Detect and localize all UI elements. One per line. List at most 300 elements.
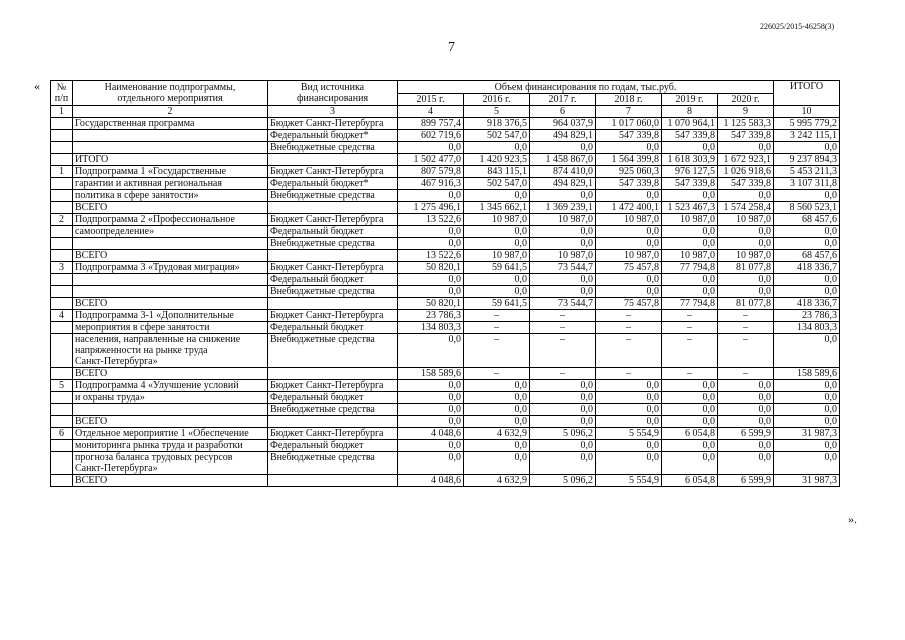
row-total-value: 3 242 115,1 — [774, 130, 840, 142]
year-value: 6 599,9 — [718, 475, 774, 487]
year-value: 0,0 — [718, 190, 774, 202]
year-value: 0,0 — [398, 404, 464, 416]
year-value: 1 618 303,9 — [662, 154, 718, 166]
table-row — [51, 214, 840, 226]
row-name — [73, 274, 268, 286]
year-value: 0,0 — [662, 416, 718, 428]
table-row — [51, 274, 840, 286]
row-total-value: 0,0 — [774, 440, 840, 452]
row-number — [51, 154, 73, 166]
row-total-value: 0,0 — [774, 334, 840, 368]
table-row — [51, 178, 840, 190]
row-name: ВСЕГО — [73, 298, 268, 310]
year-value: 0,0 — [596, 392, 662, 404]
table-row — [51, 428, 840, 440]
year-header: 2020 г. — [718, 94, 774, 106]
year-value: 547 339,8 — [596, 130, 662, 142]
year-value: 4 632,9 — [464, 428, 530, 440]
year-value: 0,0 — [464, 142, 530, 154]
year-value: 6 054,8 — [662, 428, 718, 440]
year-value: 0,0 — [530, 286, 596, 298]
year-header: 2016 г. — [464, 94, 530, 106]
row-total-value: 9 237 894,3 — [774, 154, 840, 166]
header-total: ИТОГО — [774, 81, 840, 106]
year-value: 0,0 — [530, 440, 596, 452]
year-value: 547 339,8 — [662, 178, 718, 190]
year-value: 10 987,0 — [596, 214, 662, 226]
row-total-value: 68 457,6 — [774, 214, 840, 226]
year-value: 0,0 — [464, 380, 530, 392]
year-value: 502 547,0 — [464, 178, 530, 190]
row-name — [73, 404, 268, 416]
year-value: 0,0 — [596, 142, 662, 154]
row-name: Подпрограмма 3 «Трудовая миграция» — [73, 262, 268, 274]
funding-source — [268, 250, 398, 262]
year-value: 1 458 867,0 — [530, 154, 596, 166]
year-value: 1 125 583,3 — [718, 118, 774, 130]
year-value: 0,0 — [662, 142, 718, 154]
year-value: 0,0 — [718, 452, 774, 475]
year-value: – — [530, 310, 596, 322]
column-number: 10 — [774, 106, 840, 118]
table-row — [51, 262, 840, 274]
year-value: 0,0 — [398, 452, 464, 475]
row-name: мероприятия в сфере занятости — [73, 322, 268, 334]
table-row — [51, 226, 840, 238]
year-value: 0,0 — [662, 286, 718, 298]
year-value: 10 987,0 — [662, 214, 718, 226]
year-value: – — [464, 310, 530, 322]
row-number — [51, 392, 73, 404]
table-row — [51, 440, 840, 452]
row-name: Подпрограмма 2 «Профессиональное — [73, 214, 268, 226]
year-value: 0,0 — [398, 142, 464, 154]
year-value: 0,0 — [662, 274, 718, 286]
row-total-value: 0,0 — [774, 286, 840, 298]
year-value: 0,0 — [464, 286, 530, 298]
year-value: 0,0 — [718, 286, 774, 298]
table-row — [51, 166, 840, 178]
row-number — [51, 178, 73, 190]
table-row — [51, 142, 840, 154]
year-value: 1 472 400,1 — [596, 202, 662, 214]
year-value: 0,0 — [718, 416, 774, 428]
column-number: 2 — [73, 106, 268, 118]
year-value: – — [662, 368, 718, 380]
table-row — [51, 202, 840, 214]
year-value: 918 376,5 — [464, 118, 530, 130]
year-value: 0,0 — [596, 452, 662, 475]
year-value: 547 339,8 — [596, 178, 662, 190]
year-value: 0,0 — [530, 226, 596, 238]
funding-source: Внебюджетные средства — [268, 404, 398, 416]
table-row — [51, 380, 840, 392]
funding-source: Федеральный бюджет* — [268, 130, 398, 142]
year-value: 0,0 — [464, 452, 530, 475]
column-number: 8 — [662, 106, 718, 118]
year-value: 0,0 — [530, 238, 596, 250]
year-value: 0,0 — [464, 404, 530, 416]
year-value: 4 632,9 — [464, 475, 530, 487]
row-total-value: 0,0 — [774, 238, 840, 250]
year-value: 0,0 — [530, 392, 596, 404]
year-value: – — [530, 368, 596, 380]
year-value: 0,0 — [596, 404, 662, 416]
funding-source: Внебюджетные средства — [268, 286, 398, 298]
year-value: 59 641,5 — [464, 298, 530, 310]
year-value: 0,0 — [530, 404, 596, 416]
funding-source: Бюджет Санкт-Петербурга — [268, 214, 398, 226]
year-header: 2019 г. — [662, 94, 718, 106]
year-value: 0,0 — [530, 416, 596, 428]
row-name: Государственная программа — [73, 118, 268, 130]
year-value: 0,0 — [398, 440, 464, 452]
funding-source: Бюджет Санкт-Петербурга — [268, 118, 398, 130]
year-value: 23 786,3 — [398, 310, 464, 322]
table-row — [51, 368, 840, 380]
year-value: – — [596, 310, 662, 322]
year-value: 494 829,1 — [530, 130, 596, 142]
year-value: 10 987,0 — [718, 250, 774, 262]
year-value: – — [718, 334, 774, 368]
year-value: 5 554,9 — [596, 475, 662, 487]
year-value: 0,0 — [464, 392, 530, 404]
year-value: 0,0 — [718, 404, 774, 416]
year-value: 0,0 — [596, 286, 662, 298]
row-number — [51, 440, 73, 452]
row-number: 3 — [51, 262, 73, 274]
year-value: – — [464, 368, 530, 380]
column-number: 5 — [464, 106, 530, 118]
row-number: 5 — [51, 380, 73, 392]
row-name: Подпрограмма 1 «Государственные — [73, 166, 268, 178]
year-value: – — [718, 322, 774, 334]
table-row — [51, 286, 840, 298]
row-number — [51, 334, 73, 368]
row-name: ИТОГО — [73, 154, 268, 166]
row-total-value: 0,0 — [774, 416, 840, 428]
funding-source: Федеральный бюджет* — [268, 178, 398, 190]
year-value: 0,0 — [718, 274, 774, 286]
row-total-value: 0,0 — [774, 404, 840, 416]
year-value: 843 115,1 — [464, 166, 530, 178]
year-value: 0,0 — [662, 238, 718, 250]
year-value: 0,0 — [530, 274, 596, 286]
table-row — [51, 334, 840, 368]
row-name — [73, 130, 268, 142]
year-value: 81 077,8 — [718, 298, 774, 310]
year-value: 10 987,0 — [662, 250, 718, 262]
year-value: – — [596, 368, 662, 380]
year-value: 158 589,6 — [398, 368, 464, 380]
document-id: 226025/2015-46258(3) — [760, 22, 835, 31]
year-value: 77 794,8 — [662, 262, 718, 274]
year-value: 10 987,0 — [596, 250, 662, 262]
row-total-value: 418 336,7 — [774, 262, 840, 274]
funding-source: Внебюджетные средства — [268, 238, 398, 250]
year-value: 0,0 — [464, 274, 530, 286]
year-value: 494 829,1 — [530, 178, 596, 190]
column-number: 7 — [596, 106, 662, 118]
year-value: 1 070 964,1 — [662, 118, 718, 130]
year-value: – — [718, 310, 774, 322]
funding-source: Бюджет Санкт-Петербурга — [268, 310, 398, 322]
row-total-value: 0,0 — [774, 380, 840, 392]
header-num: № п/п — [51, 81, 73, 106]
financing-table — [50, 80, 840, 487]
opening-quote: « — [34, 79, 40, 93]
year-value: 0,0 — [662, 190, 718, 202]
row-name: ВСЕГО — [73, 202, 268, 214]
funding-source: Внебюджетные средства — [268, 142, 398, 154]
row-name: Подпрограмма 3-1 «Дополнительные — [73, 310, 268, 322]
year-value: 0,0 — [596, 190, 662, 202]
row-number: 2 — [51, 214, 73, 226]
table-row — [51, 118, 840, 130]
table-row — [51, 130, 840, 142]
funding-source: Внебюджетные средства — [268, 452, 398, 475]
row-total-value: 0,0 — [774, 190, 840, 202]
year-value: 0,0 — [662, 392, 718, 404]
year-value: 807 579,8 — [398, 166, 464, 178]
funding-source: Федеральный бюджет — [268, 274, 398, 286]
funding-source: Федеральный бюджет — [268, 392, 398, 404]
funding-source: Внебюджетные средства — [268, 334, 398, 368]
row-total-value: 5 453 211,3 — [774, 166, 840, 178]
closing-quote: ». — [848, 512, 857, 526]
year-value: 0,0 — [464, 440, 530, 452]
row-total-value: 158 589,6 — [774, 368, 840, 380]
funding-source — [268, 368, 398, 380]
row-total-value: 0,0 — [774, 274, 840, 286]
page-number: 7 — [448, 40, 455, 55]
year-value: 0,0 — [530, 452, 596, 475]
row-number — [51, 368, 73, 380]
year-header: 2017 г. — [530, 94, 596, 106]
year-value: 0,0 — [464, 190, 530, 202]
table-row — [51, 392, 840, 404]
year-value: 1 017 060,0 — [596, 118, 662, 130]
row-total-value: 3 107 311,8 — [774, 178, 840, 190]
year-value: 547 339,8 — [718, 178, 774, 190]
year-value: 0,0 — [398, 226, 464, 238]
year-value: 925 060,3 — [596, 166, 662, 178]
row-number — [51, 416, 73, 428]
year-value: 6 599,9 — [718, 428, 774, 440]
header-volume: Объем финансирования по годам, тыс.руб. — [398, 81, 774, 94]
year-value: 77 794,8 — [662, 298, 718, 310]
year-value: 0,0 — [398, 380, 464, 392]
row-number — [51, 475, 73, 487]
row-number — [51, 202, 73, 214]
row-total-value: 31 987,3 — [774, 475, 840, 487]
row-number — [51, 238, 73, 250]
year-value: 0,0 — [662, 226, 718, 238]
row-total-value: 68 457,6 — [774, 250, 840, 262]
year-value: 10 987,0 — [530, 214, 596, 226]
table-row — [51, 416, 840, 428]
row-name: ВСЕГО — [73, 368, 268, 380]
row-name: прогноза баланса трудовых ресурсов Санкт-Петербурга» — [73, 452, 268, 475]
year-value: 899 757,4 — [398, 118, 464, 130]
year-value: – — [464, 334, 530, 368]
table-row — [51, 250, 840, 262]
row-number — [51, 452, 73, 475]
year-value: 1 564 399,8 — [596, 154, 662, 166]
year-value: 59 641,5 — [464, 262, 530, 274]
year-value: 467 916,3 — [398, 178, 464, 190]
row-number: 6 — [51, 428, 73, 440]
funding-source — [268, 202, 398, 214]
year-value: – — [530, 334, 596, 368]
year-value: 1 420 923,5 — [464, 154, 530, 166]
year-value: 0,0 — [398, 392, 464, 404]
column-number: 1 — [51, 106, 73, 118]
row-number — [51, 286, 73, 298]
funding-source: Внебюджетные средства — [268, 190, 398, 202]
funding-source: Бюджет Санкт-Петербурга — [268, 428, 398, 440]
year-value: 0,0 — [398, 274, 464, 286]
row-name: самоопределение» — [73, 226, 268, 238]
year-value: 73 544,7 — [530, 262, 596, 274]
year-value: 75 457,8 — [596, 262, 662, 274]
row-number — [51, 190, 73, 202]
year-value: 0,0 — [596, 226, 662, 238]
year-value: 0,0 — [718, 238, 774, 250]
year-value: 0,0 — [718, 380, 774, 392]
row-number — [51, 404, 73, 416]
row-number — [51, 274, 73, 286]
funding-source: Бюджет Санкт-Петербурга — [268, 380, 398, 392]
funding-source: Бюджет Санкт-Петербурга — [268, 166, 398, 178]
funding-source — [268, 298, 398, 310]
row-name — [73, 142, 268, 154]
table-row — [51, 190, 840, 202]
year-header: 2015 г. — [398, 94, 464, 106]
year-value: 0,0 — [398, 416, 464, 428]
year-header: 2018 г. — [596, 94, 662, 106]
row-name: населения, направленные на снижение напряженности на рынке труда Санкт-Петербурга» — [73, 334, 268, 368]
year-value: 50 820,1 — [398, 298, 464, 310]
funding-source: Бюджет Санкт-Петербурга — [268, 262, 398, 274]
funding-source — [268, 416, 398, 428]
year-value: 1 574 258,4 — [718, 202, 774, 214]
year-value: 0,0 — [718, 440, 774, 452]
row-number: 4 — [51, 310, 73, 322]
row-name: и охраны труда» — [73, 392, 268, 404]
row-name: политика в сфере занятости» — [73, 190, 268, 202]
row-name: мониторинга рынка труда и разработки — [73, 440, 268, 452]
year-value: 0,0 — [662, 452, 718, 475]
row-name — [73, 238, 268, 250]
column-number: 4 — [398, 106, 464, 118]
year-value: 50 820,1 — [398, 262, 464, 274]
funding-source: Федеральный бюджет — [268, 322, 398, 334]
row-number — [51, 298, 73, 310]
year-value: 0,0 — [718, 226, 774, 238]
row-total-value: 31 987,3 — [774, 428, 840, 440]
header-source: Вид источника финансирования — [268, 81, 398, 106]
row-total-value: 0,0 — [774, 392, 840, 404]
year-value: 0,0 — [398, 334, 464, 368]
row-total-value: 0,0 — [774, 226, 840, 238]
year-value: 0,0 — [596, 274, 662, 286]
year-value: 75 457,8 — [596, 298, 662, 310]
year-value: 0,0 — [464, 226, 530, 238]
row-name — [73, 286, 268, 298]
table-row — [51, 298, 840, 310]
year-value: – — [596, 322, 662, 334]
year-value: – — [662, 310, 718, 322]
row-total-value: 134 803,3 — [774, 322, 840, 334]
row-number — [51, 118, 73, 130]
year-value: 502 547,0 — [464, 130, 530, 142]
year-value: 976 127,5 — [662, 166, 718, 178]
row-number: 1 — [51, 166, 73, 178]
year-value: 13 522,6 — [398, 214, 464, 226]
year-value: – — [530, 322, 596, 334]
row-total-value: 8 560 523,1 — [774, 202, 840, 214]
column-number: 9 — [718, 106, 774, 118]
table-row — [51, 475, 840, 487]
year-value: – — [662, 322, 718, 334]
year-value: 874 410,0 — [530, 166, 596, 178]
row-name: Подпрограмма 4 «Улучшение условий — [73, 380, 268, 392]
year-value: 0,0 — [398, 286, 464, 298]
year-value: 1 026 918,6 — [718, 166, 774, 178]
year-value: 0,0 — [398, 190, 464, 202]
funding-source: Федеральный бюджет — [268, 226, 398, 238]
row-number — [51, 130, 73, 142]
year-value: – — [662, 334, 718, 368]
year-value: 6 054,8 — [662, 475, 718, 487]
row-total-value: 23 786,3 — [774, 310, 840, 322]
table-row — [51, 404, 840, 416]
row-name: ВСЕГО — [73, 416, 268, 428]
row-name: гарантии и активная региональная — [73, 178, 268, 190]
row-number — [51, 322, 73, 334]
year-value: 0,0 — [718, 142, 774, 154]
year-value: 0,0 — [596, 380, 662, 392]
table-row — [51, 238, 840, 250]
year-value: 5 554,9 — [596, 428, 662, 440]
row-total-value: 0,0 — [774, 142, 840, 154]
year-value: 0,0 — [718, 392, 774, 404]
year-value: 5 096,2 — [530, 428, 596, 440]
row-total-value: 0,0 — [774, 452, 840, 475]
year-value: 0,0 — [662, 404, 718, 416]
year-value: 0,0 — [464, 238, 530, 250]
year-value: 547 339,8 — [662, 130, 718, 142]
row-total-value: 5 995 779,2 — [774, 118, 840, 130]
row-name: Отдельное мероприятие 1 «Обеспечение — [73, 428, 268, 440]
row-number — [51, 226, 73, 238]
year-value: 964 037,9 — [530, 118, 596, 130]
year-value: 4 048,6 — [398, 475, 464, 487]
year-value: 0,0 — [530, 190, 596, 202]
row-number — [51, 250, 73, 262]
year-value: 0,0 — [530, 142, 596, 154]
table-row — [51, 452, 840, 475]
table-row — [51, 310, 840, 322]
year-value: 134 803,3 — [398, 322, 464, 334]
year-value: 0,0 — [398, 238, 464, 250]
year-value: 0,0 — [464, 416, 530, 428]
row-number — [51, 142, 73, 154]
year-value: 10 987,0 — [718, 214, 774, 226]
column-number: 3 — [268, 106, 398, 118]
row-total-value: 418 336,7 — [774, 298, 840, 310]
